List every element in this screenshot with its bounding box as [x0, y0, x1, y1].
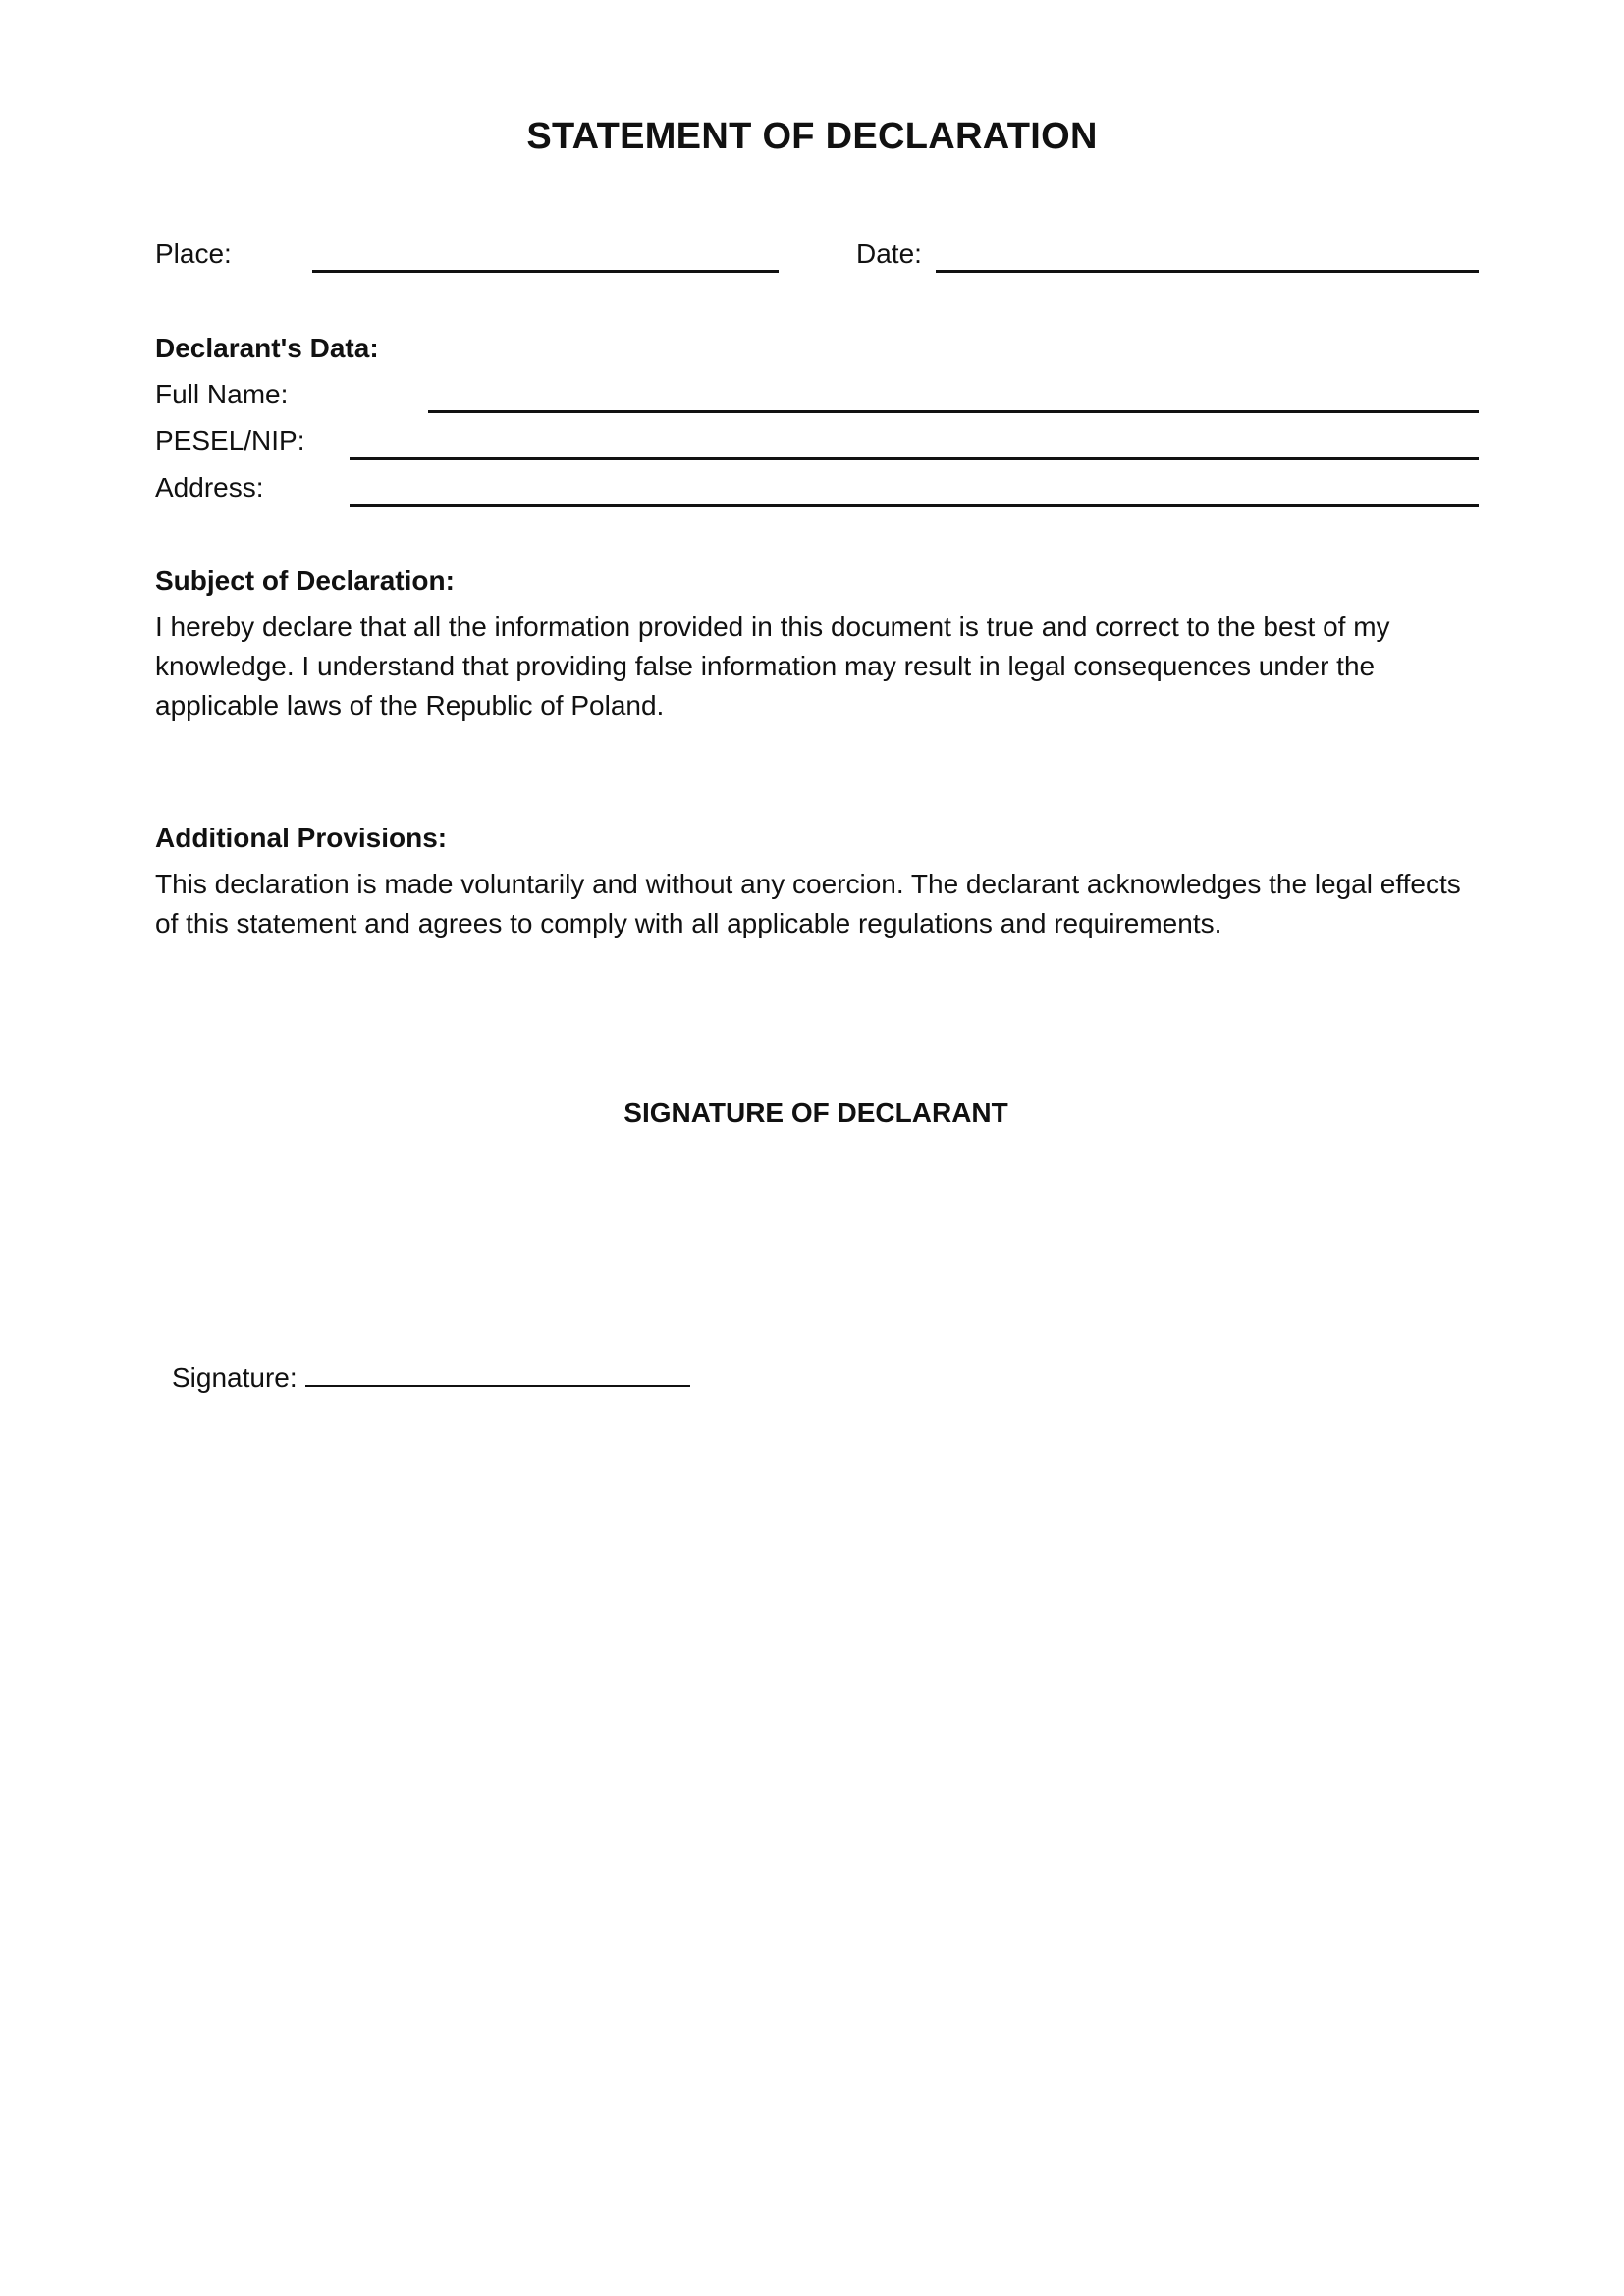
address-label: Address: — [155, 472, 264, 503]
place-label: Place: — [155, 239, 232, 269]
date-field-line[interactable] — [936, 270, 1479, 273]
signature-row — [172, 1360, 690, 1395]
signature-label: Signature: — [172, 1362, 298, 1393]
full-name-field-line[interactable] — [428, 410, 1479, 413]
date-label: Date: — [856, 239, 922, 269]
full-name-label: Full Name: — [155, 379, 289, 409]
subject-paragraph: I hereby declare that all the information provided in this document is true and correct to the best of my knowledge. I understand that providing false information may result in legal consequences under the applicable laws of the Republic of Poland. — [155, 612, 1390, 721]
pesel-nip-field-line[interactable] — [350, 457, 1479, 460]
signature-section-title: SIGNATURE OF DECLARANT — [623, 1097, 1008, 1128]
place-field-line[interactable] — [312, 270, 779, 273]
subject-heading: Subject of Declaration: — [155, 565, 455, 596]
provisions-heading: Additional Provisions: — [155, 823, 448, 853]
signature-field-line[interactable] — [305, 1360, 690, 1387]
provisions-paragraph: This declaration is made voluntarily and without any coercion. The declarant acknowledges the legal effects of this statement and agrees to comply with all applicable regulations and requirements. — [155, 869, 1461, 938]
address-field-line[interactable] — [350, 504, 1479, 507]
pesel-nip-label: PESEL/NIP: — [155, 425, 305, 455]
document-title: STATEMENT OF DECLARATION — [526, 116, 1098, 157]
declarant-data-heading: Declarant's Data: — [155, 333, 379, 363]
